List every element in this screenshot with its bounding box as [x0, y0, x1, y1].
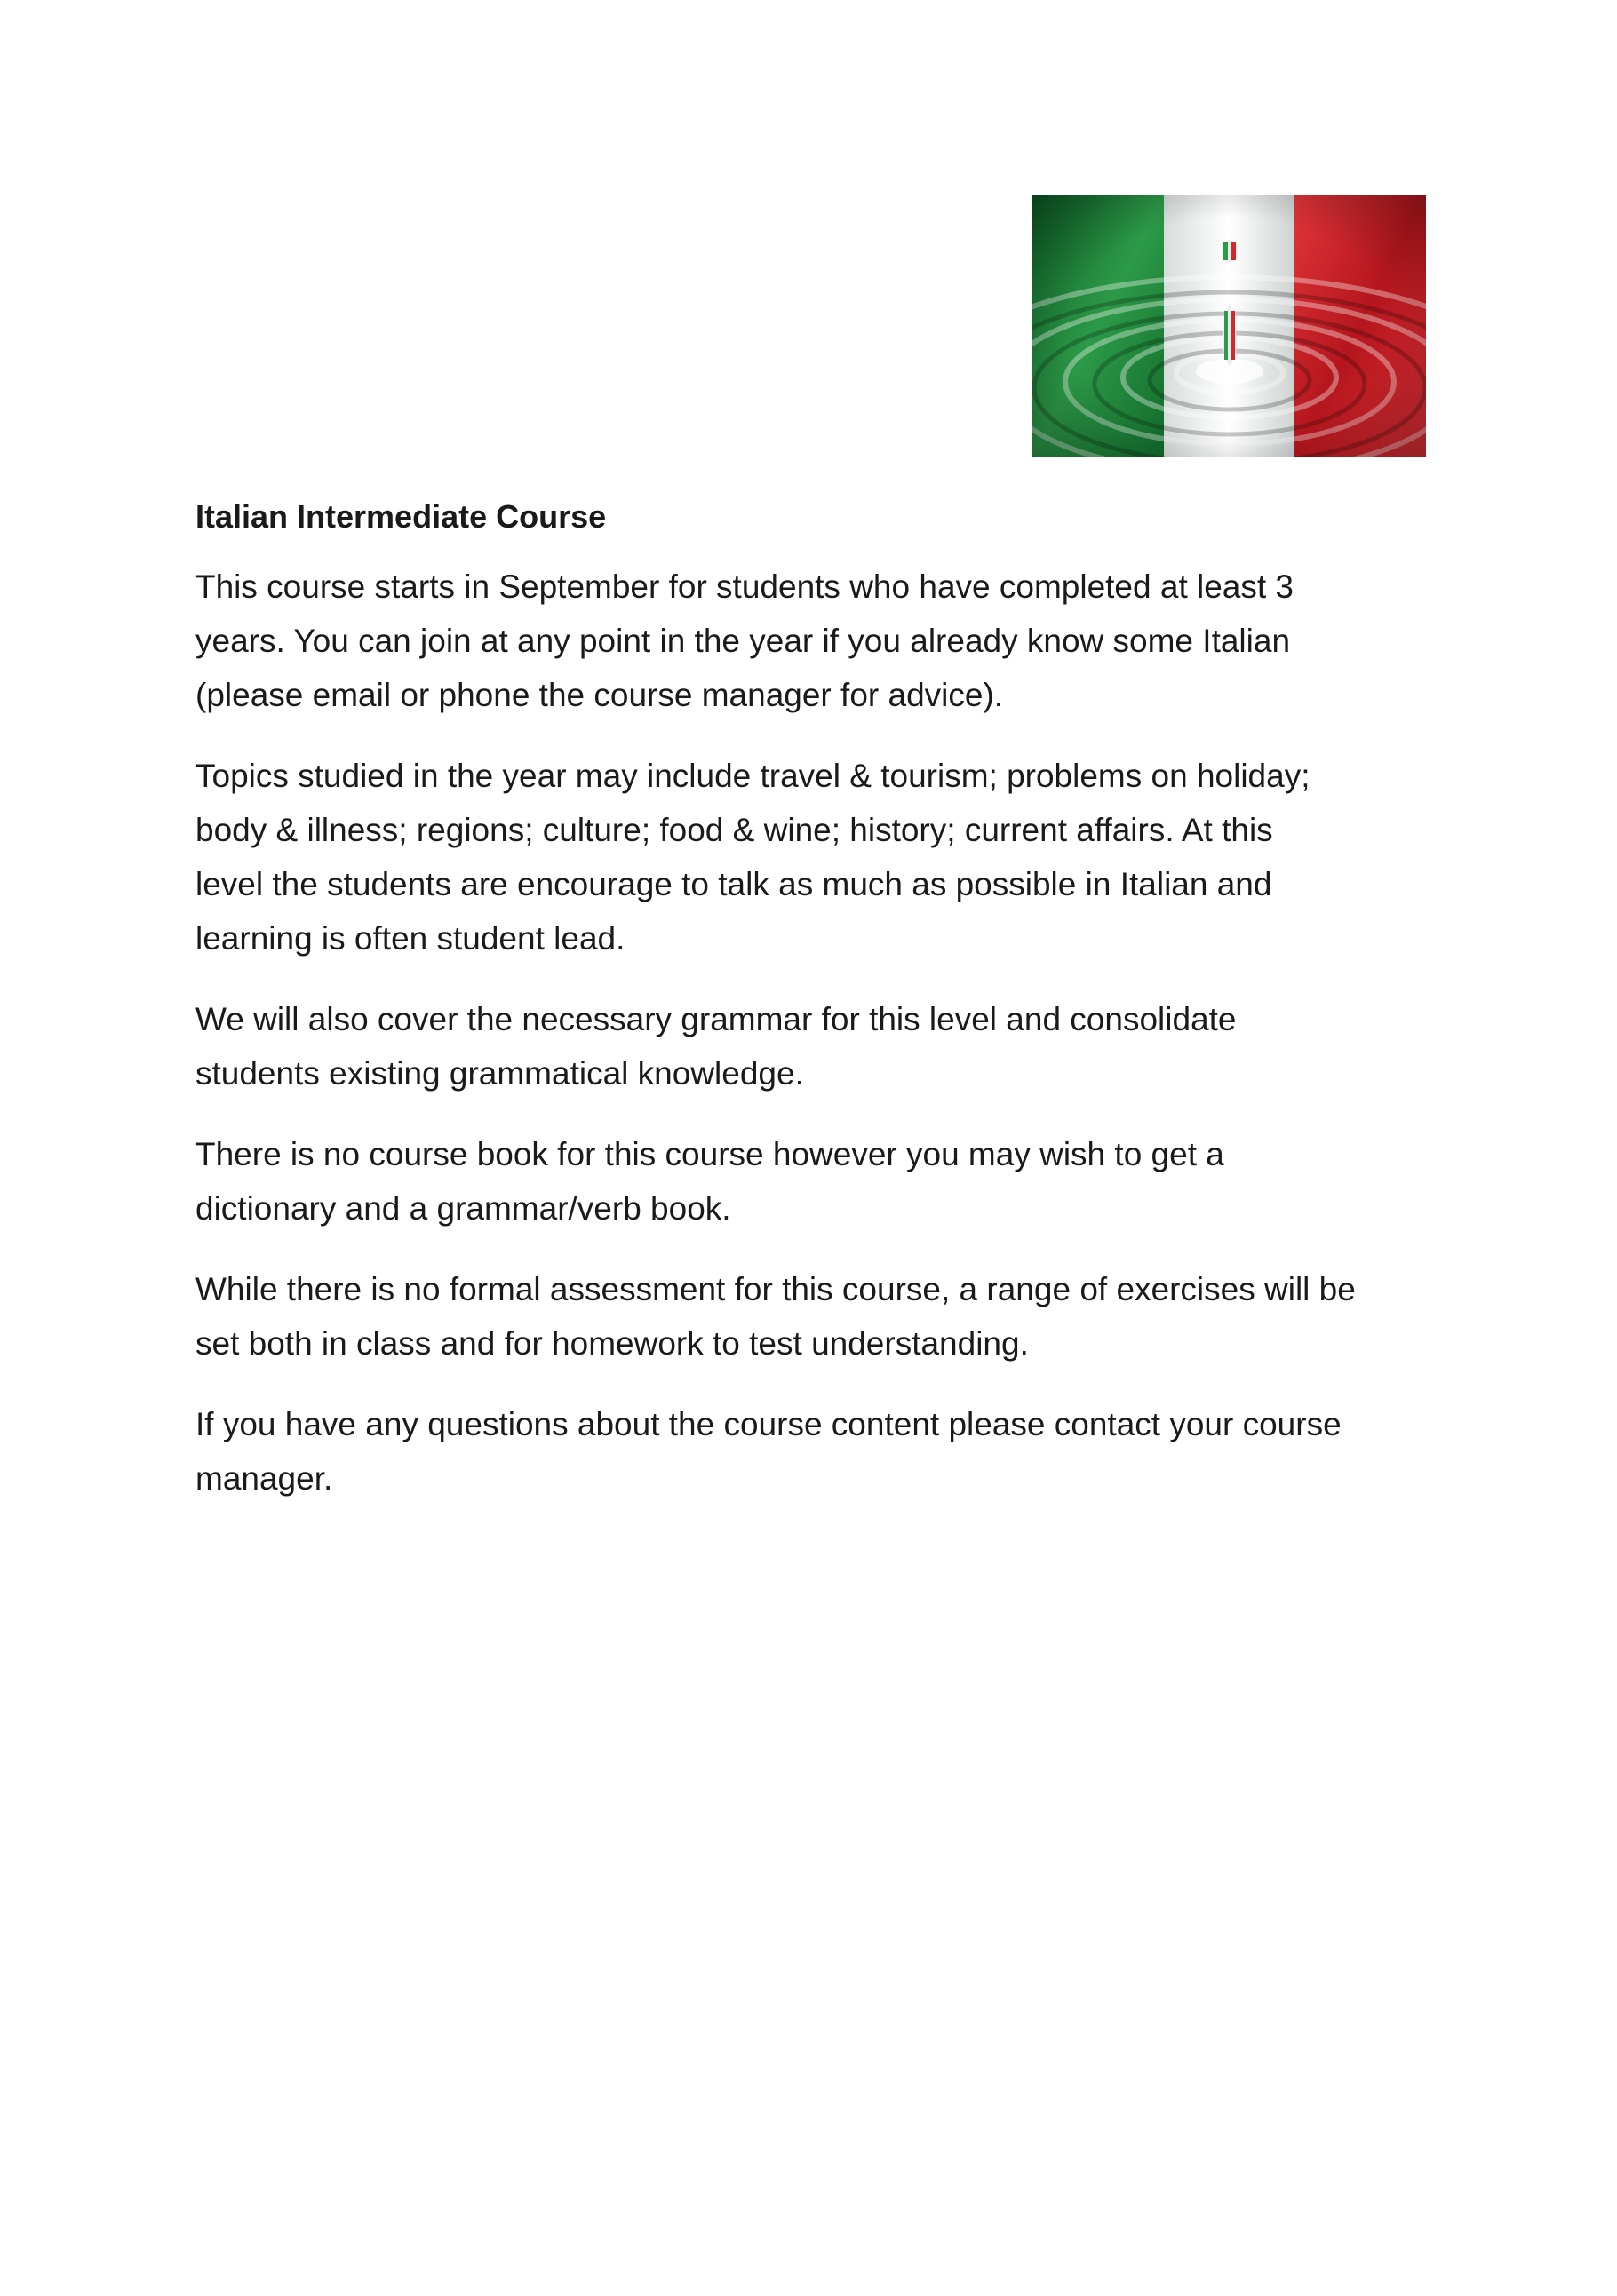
paragraph-line: body & illness; regions; culture; food & wine; history; current affairs. At this — [195, 812, 1273, 848]
paragraph-line: manager. — [195, 1460, 333, 1497]
paragraph-line: set both in class and for homework to test understanding. — [195, 1325, 1029, 1362]
paragraph-line: dictionary and a grammar/verb book. — [195, 1190, 731, 1227]
paragraph-intro — [195, 560, 1439, 722]
paragraph-line: We will also cover the necessary grammar for this level and consolidate — [195, 1001, 1237, 1037]
paragraph-line: This course starts in September for students who have completed at least 3 — [195, 568, 1294, 605]
paragraph-line: Topics studied in the year may include travel & tourism; problems on holiday; — [195, 758, 1310, 794]
document-title: Italian Intermediate Course — [195, 498, 607, 535]
paragraph-line: If you have any questions about the course content please contact your course — [195, 1406, 1342, 1442]
paragraph-line: students existing grammatical knowledge. — [195, 1055, 804, 1092]
paragraph-assessment — [195, 1262, 1439, 1370]
paragraph-line: level the students are encourage to talk as much as possible in Italian and — [195, 866, 1272, 902]
italian-flag-water-drop-image — [1032, 195, 1426, 457]
paragraph-topics — [195, 749, 1439, 965]
italian-flag-water-drop-icon — [1032, 195, 1426, 457]
paragraph-line: learning is often student lead. — [195, 920, 625, 957]
paragraph-line: (please email or phone the course manager for advice). — [195, 677, 1004, 713]
document-body — [195, 494, 1439, 1532]
paragraph-line: While there is no formal assessment for this course, a range of exercises will be — [195, 1271, 1356, 1307]
paragraph-grammar — [195, 992, 1439, 1100]
paragraph-line: There is no course book for this course however you may wish to get a — [195, 1136, 1224, 1172]
paragraph-contact — [195, 1397, 1439, 1506]
paragraph-line: years. You can join at any point in the year if you already know some Italian — [195, 623, 1291, 659]
paragraph-course-book — [195, 1127, 1439, 1235]
